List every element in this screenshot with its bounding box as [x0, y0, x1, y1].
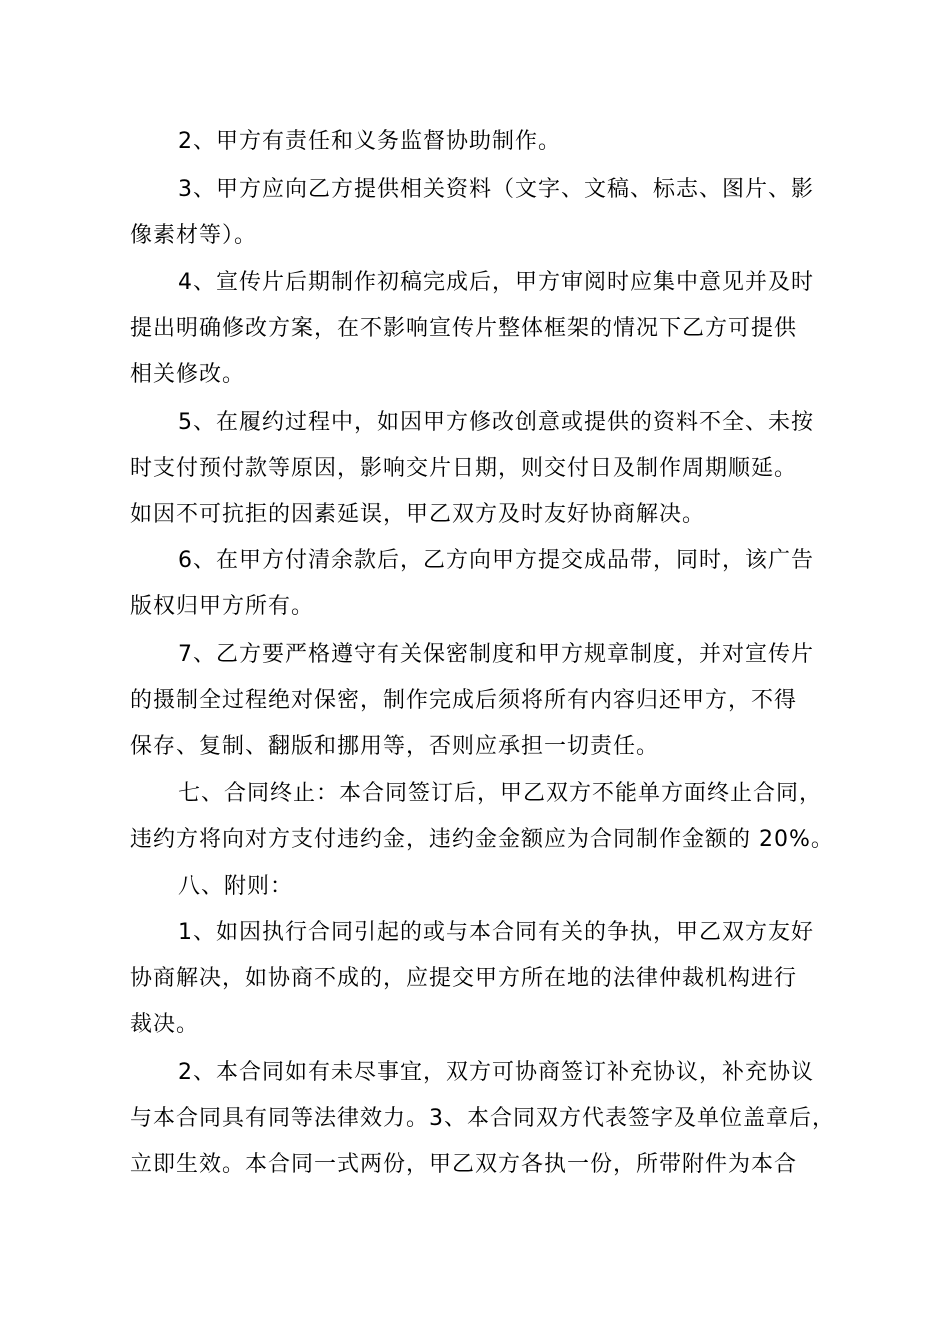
text-line: 像素材等）。	[130, 223, 258, 248]
text-line: 版权归甲方所有。	[130, 594, 315, 619]
text-line: 2、甲方有责任和义务监督协助制作。	[178, 129, 561, 154]
text-line: 相关修改。	[130, 362, 246, 387]
text-line: 违约方将向对方支付违约金，违约金金额应为合同制作金额的 20%。	[130, 827, 834, 852]
text-line: 2、本合同如有未尽事宜，双方可协商签订补充协议，补充协议	[178, 1060, 814, 1085]
text-line: 的摄制全过程绝对保密，制作完成后须将所有内容归还甲方，不得	[130, 688, 798, 713]
text-line: 如因不可抗拒的因素延误，甲乙双方及时友好协商解决。	[130, 502, 706, 527]
text-line: 七、合同终止：本合同签订后，甲乙双方不能单方面终止合同，	[178, 781, 823, 806]
text-line: 立即生效。本合同一式两份，甲乙双方各执一份，所带附件为本合	[130, 1152, 798, 1177]
text-line: 与本合同具有同等法律效力。3、本合同双方代表签字及单位盖章后，	[130, 1106, 835, 1131]
text-line: 3、甲方应向乙方提供相关资料（文字、文稿、标志、图片、影	[178, 177, 814, 202]
text-line: 1、如因执行合同引起的或与本合同有关的争执，甲乙双方友好	[178, 920, 814, 945]
text-line: 裁决。	[130, 1012, 200, 1037]
text-line: 5、在履约过程中，如因甲方修改创意或提供的资料不全、未按	[178, 410, 814, 435]
text-line: 提出明确修改方案，在不影响宣传片整体框架的情况下乙方可提供	[130, 316, 798, 341]
text-line: 八、附则：	[178, 874, 294, 899]
text-line: 7、乙方要严格遵守有关保密制度和甲方规章制度，并对宣传片	[178, 642, 814, 667]
text-line: 4、宣传片后期制作初稿完成后，甲方审阅时应集中意见并及时	[178, 270, 814, 295]
text-line: 协商解决，如协商不成的，应提交甲方所在地的法律仲裁机构进行	[130, 966, 798, 991]
text-line: 时支付预付款等原因，影响交片日期，则交付日及制作周期顺延。	[130, 456, 798, 481]
text-line: 6、在甲方付清余款后，乙方向甲方提交成品带，同时，该广告	[178, 548, 814, 573]
text-line: 保存、复制、翻版和挪用等，否则应承担一切责任。	[130, 734, 660, 759]
